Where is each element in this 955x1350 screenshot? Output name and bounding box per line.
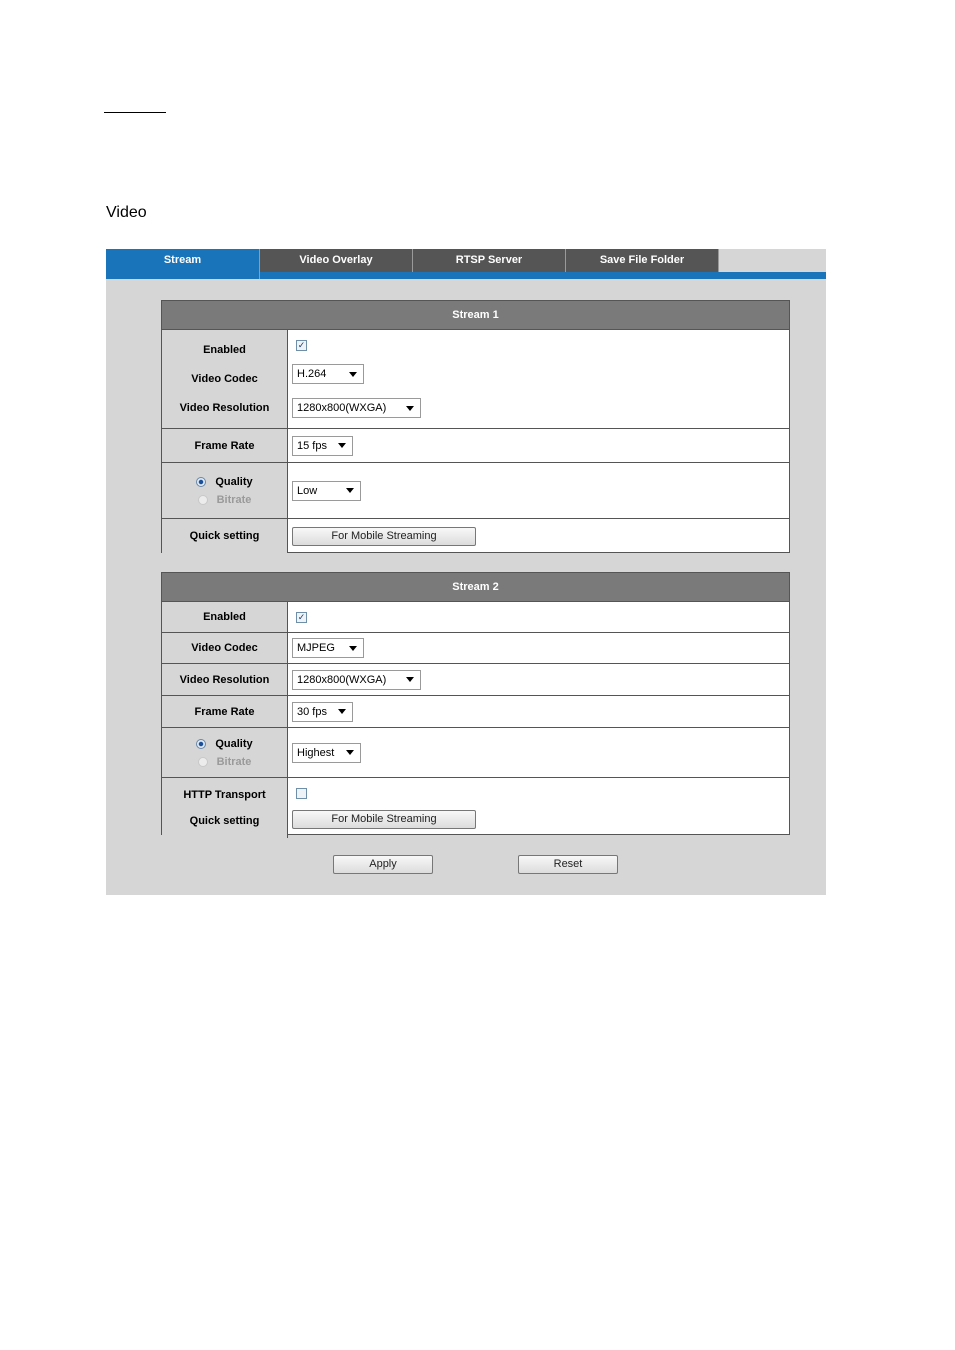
stream2-quick-label: Quick setting bbox=[189, 815, 260, 827]
stream1-resolution-label: Video Resolution bbox=[179, 401, 270, 414]
stream1-enabled-label: Enabled bbox=[203, 344, 246, 357]
stream1-bitrate-radio[interactable] bbox=[198, 495, 208, 505]
stream2-quality-radio[interactable] bbox=[196, 739, 206, 749]
stream1-codec-select[interactable]: H.264 bbox=[292, 364, 364, 384]
stream1-basic-group bbox=[162, 329, 789, 428]
stream2-http-label: HTTP Transport bbox=[183, 789, 266, 801]
stream2-enabled-label: Enabled bbox=[162, 602, 288, 632]
page-title: Video bbox=[106, 204, 147, 221]
chevron-down-icon bbox=[406, 677, 414, 682]
stream1-resolution-select[interactable]: 1280x800(WXGA) bbox=[292, 398, 421, 418]
stream2-quality-select[interactable]: Highest bbox=[292, 743, 361, 763]
stream1-framerate-select[interactable]: 15 fps bbox=[292, 436, 353, 456]
stream2-http-checkbox[interactable] bbox=[296, 788, 307, 799]
tab-stream[interactable]: Stream bbox=[106, 249, 260, 279]
stream2-resolution-select[interactable]: 1280x800(WXGA) bbox=[292, 670, 421, 690]
stream2-mobile-streaming-button[interactable]: For Mobile Streaming bbox=[292, 810, 476, 829]
stream2-http-quick-group bbox=[162, 777, 789, 838]
stream1-section bbox=[161, 300, 790, 553]
stream1-bitrate-label: Bitrate bbox=[216, 493, 252, 506]
stream2-bitrate-label: Bitrate bbox=[216, 755, 252, 768]
stream2-quality-label: Quality bbox=[215, 737, 253, 750]
stream1-enabled-checkbox[interactable]: ✓ bbox=[297, 339, 306, 350]
chevron-down-icon bbox=[346, 488, 354, 493]
stream1-quality-row bbox=[162, 462, 789, 518]
stream2-enabled-row bbox=[162, 601, 789, 632]
top-rule bbox=[104, 112, 166, 113]
stream2-codec-label: Video Codec bbox=[162, 633, 288, 663]
chevron-down-icon bbox=[338, 709, 346, 714]
stream1-codec-label: Video Codec bbox=[191, 372, 258, 385]
tab-save-file-folder[interactable]: Save File Folder bbox=[566, 249, 719, 272]
stream2-framerate-label: Frame Rate bbox=[162, 696, 288, 727]
chevron-down-icon bbox=[406, 406, 414, 411]
stream1-header: Stream 1 bbox=[162, 301, 789, 329]
stream1-quick-row bbox=[162, 518, 789, 553]
stream2-quality-row bbox=[162, 727, 789, 777]
chevron-down-icon bbox=[338, 443, 346, 448]
chevron-down-icon bbox=[346, 750, 354, 755]
stream1-quick-label: Quick setting bbox=[162, 519, 288, 553]
stream2-enabled-checkbox[interactable]: ✓ bbox=[297, 611, 306, 622]
chevron-down-icon bbox=[349, 372, 357, 377]
stream2-section bbox=[161, 572, 790, 835]
stream2-resolution-row bbox=[162, 663, 789, 695]
stream2-bitrate-radio[interactable] bbox=[198, 757, 208, 767]
tab-video-overlay[interactable]: Video Overlay bbox=[260, 249, 413, 272]
tab-bar bbox=[106, 249, 826, 279]
stream1-framerate-label: Frame Rate bbox=[162, 429, 288, 462]
stream1-mobile-streaming-button[interactable]: For Mobile Streaming bbox=[292, 527, 476, 546]
stream2-header: Stream 2 bbox=[162, 573, 789, 601]
stream2-codec-select[interactable]: MJPEG bbox=[292, 638, 364, 658]
stream2-codec-row bbox=[162, 632, 789, 663]
stream1-quality-select[interactable]: Low bbox=[292, 481, 361, 501]
stream1-framerate-row bbox=[162, 428, 789, 462]
stream1-quality-radio[interactable] bbox=[196, 477, 206, 487]
reset-button[interactable]: Reset bbox=[518, 855, 618, 874]
stream2-resolution-label: Video Resolution bbox=[162, 664, 288, 695]
tab-rtsp-server[interactable]: RTSP Server bbox=[413, 249, 566, 272]
chevron-down-icon bbox=[349, 646, 357, 651]
action-bar bbox=[106, 855, 826, 877]
stream2-framerate-select[interactable]: 30 fps bbox=[292, 702, 353, 722]
video-settings-panel bbox=[106, 249, 826, 895]
apply-button[interactable]: Apply bbox=[333, 855, 433, 874]
stream2-framerate-row bbox=[162, 695, 789, 727]
stream1-quality-label: Quality bbox=[215, 475, 253, 488]
